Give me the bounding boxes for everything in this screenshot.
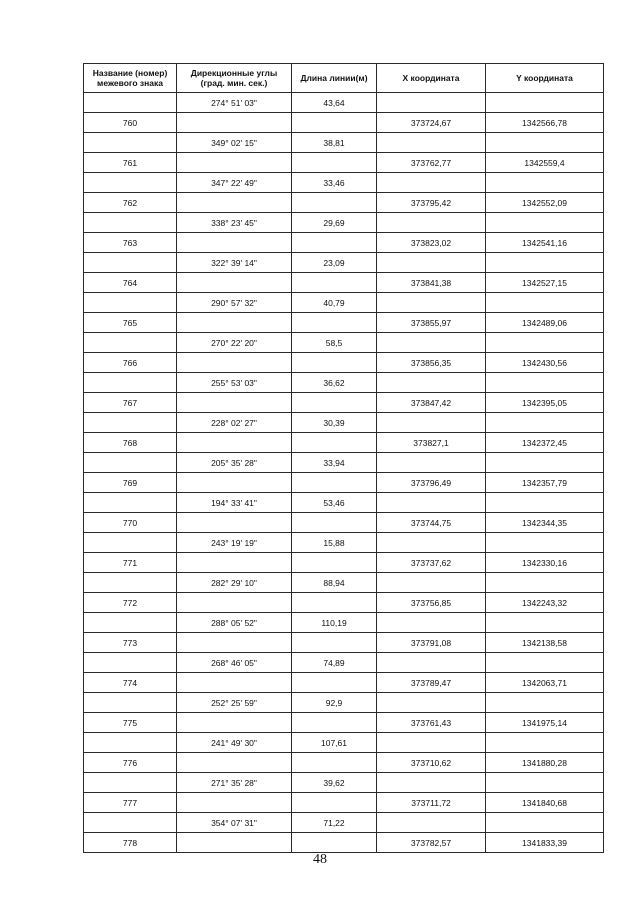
header-angle-line-2: (град. мин. сек.)	[200, 78, 268, 88]
cell-name	[84, 493, 177, 513]
cell-angle	[177, 473, 292, 493]
cell-length	[292, 713, 377, 733]
cell-length: 92,9	[292, 693, 377, 713]
cell-name	[84, 253, 177, 273]
cell-length	[292, 593, 377, 613]
cell-y: 1342559,4	[486, 153, 604, 173]
cell-x: 373782,57	[377, 833, 486, 853]
cell-name: 764	[84, 273, 177, 293]
cell-length: 107,61	[292, 733, 377, 753]
cell-y: 1342566,78	[486, 113, 604, 133]
cell-length: 29,69	[292, 213, 377, 233]
table-row	[84, 333, 604, 353]
table-row	[84, 253, 604, 273]
cell-x: 373789,47	[377, 673, 486, 693]
cell-length: 74,89	[292, 653, 377, 673]
table-row	[84, 393, 604, 413]
cell-angle	[177, 153, 292, 173]
table-row	[84, 773, 604, 793]
cell-y	[486, 93, 604, 113]
header-name-line-2: межевого знака	[97, 78, 163, 88]
cell-angle: 347° 22' 49"	[177, 173, 292, 193]
cell-angle: 228° 02' 27"	[177, 413, 292, 433]
cell-angle	[177, 753, 292, 773]
cell-y: 1342395,05	[486, 393, 604, 413]
cell-name: 763	[84, 233, 177, 253]
cell-length	[292, 113, 377, 133]
cell-name	[84, 573, 177, 593]
table-row	[84, 213, 604, 233]
header-x: X координата	[377, 64, 486, 93]
cell-angle	[177, 553, 292, 573]
cell-name	[84, 453, 177, 473]
cell-x	[377, 493, 486, 513]
cell-length	[292, 673, 377, 693]
table-row	[84, 693, 604, 713]
cell-y: 1342357,79	[486, 473, 604, 493]
table-row	[84, 233, 604, 253]
cell-name: 776	[84, 753, 177, 773]
cell-angle: 268° 46' 05"	[177, 653, 292, 673]
cell-y: 1342372,45	[486, 433, 604, 453]
cell-name: 768	[84, 433, 177, 453]
cell-x: 373847,42	[377, 393, 486, 413]
cell-x	[377, 573, 486, 593]
cell-length: 33,46	[292, 173, 377, 193]
cell-length: 33,94	[292, 453, 377, 473]
cell-length	[292, 313, 377, 333]
cell-angle	[177, 793, 292, 813]
cell-y: 1342330,16	[486, 553, 604, 573]
cell-y: 1342063,71	[486, 673, 604, 693]
cell-x: 373823,02	[377, 233, 486, 253]
cell-angle: 354° 07' 31"	[177, 813, 292, 833]
table-row	[84, 833, 604, 853]
table-row	[84, 573, 604, 593]
header-length: Длина линии(м)	[292, 64, 377, 93]
cell-x	[377, 333, 486, 353]
cell-x: 373855,97	[377, 313, 486, 333]
cell-y: 1342527,15	[486, 273, 604, 293]
cell-x	[377, 733, 486, 753]
cell-y	[486, 813, 604, 833]
cell-angle: 241° 49' 30"	[177, 733, 292, 753]
cell-angle: 290° 57' 32"	[177, 293, 292, 313]
cell-x: 373856,35	[377, 353, 486, 373]
cell-angle	[177, 633, 292, 653]
cell-angle: 349° 02' 15"	[177, 133, 292, 153]
cell-name: 772	[84, 593, 177, 613]
table-row	[84, 553, 604, 573]
cell-name: 760	[84, 113, 177, 133]
cell-name: 769	[84, 473, 177, 493]
cell-angle: 255° 53' 03"	[177, 373, 292, 393]
cell-y: 1342138,58	[486, 633, 604, 653]
table-row	[84, 793, 604, 813]
cell-y	[486, 213, 604, 233]
cell-length	[292, 553, 377, 573]
cell-name	[84, 733, 177, 753]
cell-angle	[177, 353, 292, 373]
cell-y	[486, 253, 604, 273]
cell-angle	[177, 233, 292, 253]
cell-angle	[177, 513, 292, 533]
cell-name	[84, 533, 177, 553]
cell-length: 38,81	[292, 133, 377, 153]
cell-angle	[177, 193, 292, 213]
cell-name: 761	[84, 153, 177, 173]
cell-angle: 322° 39' 14"	[177, 253, 292, 273]
cell-name	[84, 293, 177, 313]
cell-y: 1342243,32	[486, 593, 604, 613]
cell-y	[486, 733, 604, 753]
cell-name: 766	[84, 353, 177, 373]
cell-angle	[177, 433, 292, 453]
cell-x	[377, 93, 486, 113]
cell-name: 762	[84, 193, 177, 213]
cell-length: 53,46	[292, 493, 377, 513]
cell-x: 373756,85	[377, 593, 486, 613]
cell-name	[84, 173, 177, 193]
table-row	[84, 753, 604, 773]
cell-angle: 271° 35' 28"	[177, 773, 292, 793]
cell-name: 767	[84, 393, 177, 413]
cell-x: 373744,75	[377, 513, 486, 533]
table-row	[84, 653, 604, 673]
cell-length: 39,62	[292, 773, 377, 793]
cell-x: 373761,43	[377, 713, 486, 733]
cell-name	[84, 773, 177, 793]
table-row	[84, 673, 604, 693]
table-row	[84, 93, 604, 113]
cell-y: 1341840,68	[486, 793, 604, 813]
cell-y	[486, 573, 604, 593]
header-angle-line-1: Дирекционные углы	[190, 68, 278, 78]
cell-length	[292, 513, 377, 533]
cell-y	[486, 533, 604, 553]
cell-y: 1341880,28	[486, 753, 604, 773]
cell-name: 773	[84, 633, 177, 653]
cell-x	[377, 453, 486, 473]
cell-name	[84, 213, 177, 233]
cell-y: 1341975,14	[486, 713, 604, 733]
cell-y: 1342489,06	[486, 313, 604, 333]
cell-length	[292, 833, 377, 853]
cell-length	[292, 633, 377, 653]
cell-name: 778	[84, 833, 177, 853]
cell-name: 775	[84, 713, 177, 733]
cell-x	[377, 293, 486, 313]
cell-length	[292, 753, 377, 773]
cell-angle	[177, 593, 292, 613]
cell-y	[486, 453, 604, 473]
table-row	[84, 353, 604, 373]
cell-y	[486, 493, 604, 513]
cell-length: 23,09	[292, 253, 377, 273]
cell-x: 373737,62	[377, 553, 486, 573]
cell-length	[292, 353, 377, 373]
table-row	[84, 533, 604, 553]
cell-name: 771	[84, 553, 177, 573]
cell-name	[84, 813, 177, 833]
cell-length	[292, 793, 377, 813]
cell-name	[84, 373, 177, 393]
cell-x	[377, 253, 486, 273]
cell-x	[377, 693, 486, 713]
cell-angle: 270° 22' 20"	[177, 333, 292, 353]
cell-x	[377, 533, 486, 553]
table-row	[84, 313, 604, 333]
cell-angle: 282° 29' 10"	[177, 573, 292, 593]
cell-x: 373724,67	[377, 113, 486, 133]
cell-x	[377, 133, 486, 153]
cell-angle: 194° 33' 41"	[177, 493, 292, 513]
cell-length: 88,94	[292, 573, 377, 593]
cell-y	[486, 373, 604, 393]
table-row	[84, 113, 604, 133]
table-row	[84, 633, 604, 653]
cell-angle: 205° 35' 28"	[177, 453, 292, 473]
coordinates-table	[83, 63, 604, 853]
cell-length: 15,88	[292, 533, 377, 553]
cell-length: 71,22	[292, 813, 377, 833]
cell-length	[292, 193, 377, 213]
cell-name	[84, 413, 177, 433]
table-row	[84, 493, 604, 513]
cell-y	[486, 133, 604, 153]
cell-length: 30,39	[292, 413, 377, 433]
cell-angle	[177, 273, 292, 293]
cell-x	[377, 173, 486, 193]
cell-x	[377, 813, 486, 833]
table-row	[84, 133, 604, 153]
cell-y: 1342552,09	[486, 193, 604, 213]
table-row	[84, 613, 604, 633]
cell-y	[486, 293, 604, 313]
cell-length: 110,19	[292, 613, 377, 633]
cell-angle: 338° 23' 45"	[177, 213, 292, 233]
table-header-row	[84, 64, 604, 93]
table-body	[84, 93, 604, 853]
table-row	[84, 273, 604, 293]
cell-length	[292, 153, 377, 173]
cell-y: 1342541,16	[486, 233, 604, 253]
cell-angle: 288° 05' 52"	[177, 613, 292, 633]
cell-name	[84, 653, 177, 673]
cell-x: 373710,62	[377, 753, 486, 773]
cell-y: 1342430,56	[486, 353, 604, 373]
cell-length: 58,5	[292, 333, 377, 353]
cell-x: 373762,77	[377, 153, 486, 173]
cell-length	[292, 473, 377, 493]
table-row	[84, 733, 604, 753]
cell-name	[84, 613, 177, 633]
cell-y	[486, 333, 604, 353]
cell-length	[292, 393, 377, 413]
cell-x	[377, 373, 486, 393]
cell-name	[84, 93, 177, 113]
cell-x: 373796,49	[377, 473, 486, 493]
table-row	[84, 433, 604, 453]
cell-x: 373711,72	[377, 793, 486, 813]
cell-angle: 252° 25' 59"	[177, 693, 292, 713]
cell-x	[377, 773, 486, 793]
cell-x	[377, 413, 486, 433]
cell-y	[486, 693, 604, 713]
cell-length	[292, 433, 377, 453]
cell-name: 770	[84, 513, 177, 533]
cell-y	[486, 773, 604, 793]
cell-angle	[177, 113, 292, 133]
header-angle	[177, 64, 292, 93]
header-name-line-1: Название (номер)	[92, 68, 168, 78]
table-row	[84, 293, 604, 313]
cell-angle	[177, 673, 292, 693]
cell-y	[486, 413, 604, 433]
cell-x: 373841,38	[377, 273, 486, 293]
cell-angle: 274° 51' 03"	[177, 93, 292, 113]
cell-y	[486, 613, 604, 633]
cell-angle	[177, 833, 292, 853]
table-row	[84, 713, 604, 733]
header-y: Y координата	[486, 64, 604, 93]
cell-name	[84, 133, 177, 153]
page-number: 48	[313, 852, 327, 867]
cell-angle: 243° 19' 19"	[177, 533, 292, 553]
cell-x	[377, 613, 486, 633]
cell-x	[377, 213, 486, 233]
table-row	[84, 813, 604, 833]
cell-angle	[177, 393, 292, 413]
cell-name: 765	[84, 313, 177, 333]
cell-angle	[177, 313, 292, 333]
table-row	[84, 513, 604, 533]
table-row	[84, 413, 604, 433]
cell-length	[292, 273, 377, 293]
cell-length: 36,62	[292, 373, 377, 393]
cell-y	[486, 173, 604, 193]
cell-angle	[177, 713, 292, 733]
table-row	[84, 153, 604, 173]
cell-x	[377, 653, 486, 673]
cell-length	[292, 233, 377, 253]
cell-length: 43,64	[292, 93, 377, 113]
cell-x: 373791,08	[377, 633, 486, 653]
cell-name	[84, 333, 177, 353]
table-row	[84, 593, 604, 613]
cell-y: 1341833,39	[486, 833, 604, 853]
cell-name: 774	[84, 673, 177, 693]
cell-x: 373795,42	[377, 193, 486, 213]
table-row	[84, 173, 604, 193]
cell-name: 777	[84, 793, 177, 813]
table-row	[84, 193, 604, 213]
cell-length: 40,79	[292, 293, 377, 313]
cell-x: 373827,1	[377, 433, 486, 453]
table-row	[84, 473, 604, 493]
table-row	[84, 453, 604, 473]
cell-y: 1342344,35	[486, 513, 604, 533]
cell-name	[84, 693, 177, 713]
cell-y	[486, 653, 604, 673]
header-name	[84, 64, 177, 93]
table-row	[84, 373, 604, 393]
